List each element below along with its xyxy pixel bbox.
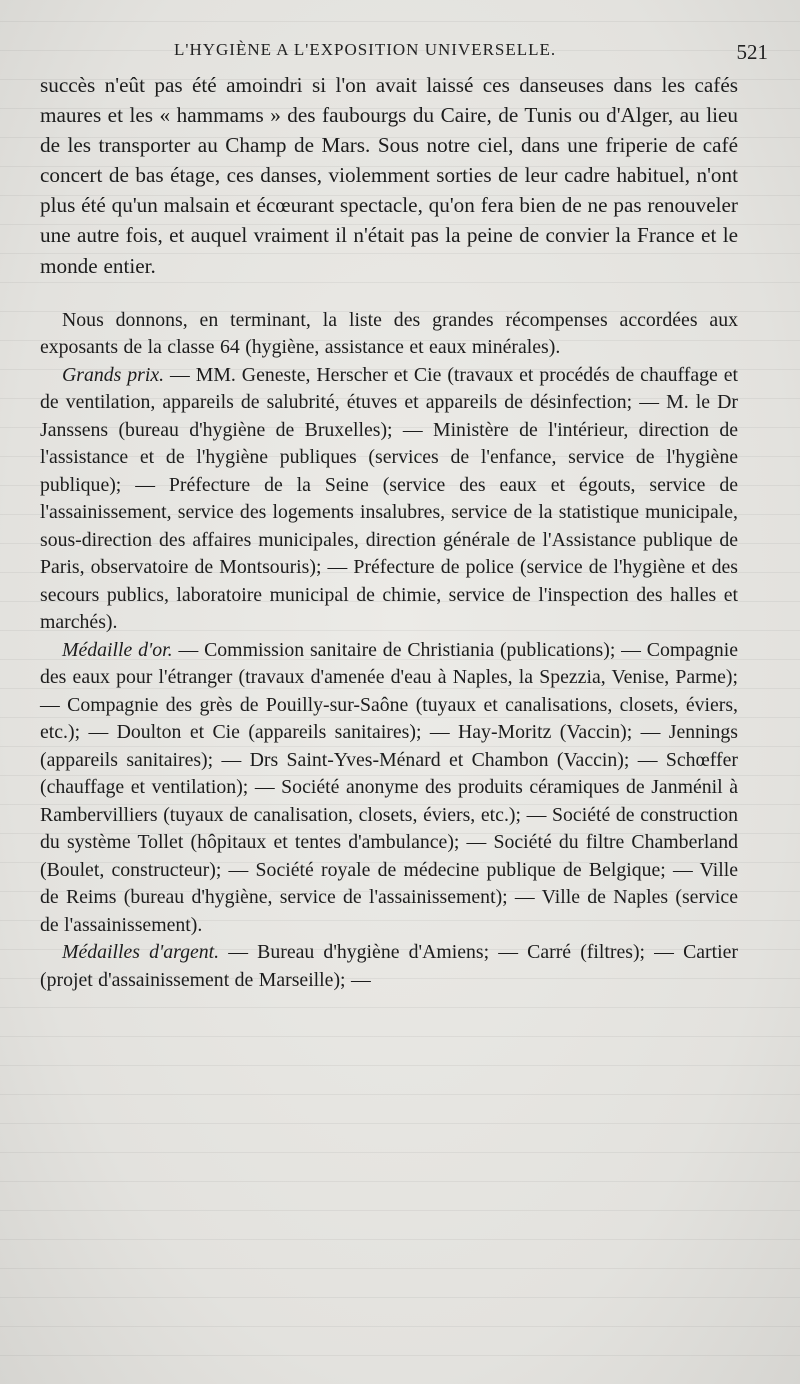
grands-prix-label: Grands prix. <box>62 363 165 386</box>
medailles-argent-label: Médailles d'argent. <box>62 941 220 964</box>
medailles-argent-paragraph <box>40 939 738 994</box>
page-number: 521 <box>736 40 768 64</box>
body-text <box>40 70 738 281</box>
medailles-argent-list: — Bureau d'hygiène d'Amiens; — Carré (filtres); — Cartier (projet d'assainissement de Marseille); — <box>40 941 738 991</box>
grands-prix-list: — MM. Geneste, Herscher et Cie (travaux et procédés de chauffage et de ventilation, appareils de salubrité, étuves et appareils de désinfection; — M. le Dr Janssens (bureau d'hygiène de Bruxelles); — Ministère de l'intérieur, direction de l'assistance et de l'hygiène publiques (services de l'enfance, service de l'hygiène publique); — Préfecture de la Seine (service des eaux et égouts, service de l'assainissement, service des logements insalubres, service de la statistique municipale, sous-direction des affaires municipales, direction générale de l'Assistance publique de Paris, observatoire de Montsouris); — Préfecture de police (service de l'hygiène et des secours publics, laboratoire municipal de chimie, service de l'inspection des halles et marchés). <box>40 363 739 634</box>
intro-paragraph: succès n'eût pas été amoindri si l'on avait laissé ces danseuses dans les cafés maures et les « hammams » des faubourgs du Caire, de Tunis ou d'Alger, au lieu de les transporter au Champ de Mars. Sous notre ciel, dans une friperie de café concert de bas étage, ces danses, violemment sorties de leur cadre habituel, n'ont plus été qu'un malsain et écœurant spectacle, qu'on fera bien de ne pas renouveler une autre fois, et auquel vraiment il n'était pas la peine de convier la France et le monde entier. <box>40 73 738 278</box>
awards-section <box>40 307 738 995</box>
grands-prix-paragraph <box>40 362 738 637</box>
medaille-or-label: Médaille d'or. <box>62 638 173 661</box>
medaille-or-paragraph <box>40 637 738 940</box>
running-title: L'HYGIÈNE A L'EXPOSITION UNIVERSELLE. <box>174 40 557 59</box>
running-header <box>40 0 768 70</box>
awards-intro-paragraph: Nous donnons, en terminant, la liste des grandes récompenses accordées aux exposants de la classe 64 (hygiène, assistance et eaux minérales). <box>40 308 738 359</box>
medaille-or-list: — Commission sanitaire de Christiania (publications); — Compagnie des eaux pour l'étranger (travaux d'amenée d'eau à Naples, la Spezzia, Venise, Parme); — Compagnie des grès de Pouilly-sur-Saône (tuyaux et canalisations, closets, éviers, etc.); — Doulton et Cie (appareils sanitaires); — Hay-Moritz (Vaccin); — Jennings (appareils sanitaires); — Drs Saint-Yves-Ménard et Chambon (Vaccin); — Schœffer (chauffage et ventilation); — Société anonyme des produits céramiques de Janménil à Rambervilliers (tuyaux de canalisation, closets, éviers, etc.); — Société de construction du système Tollet (hôpitaux et tentes d'ambulance); — Société du filtre Chamberland (Boulet, constructeur); — Société royale de médecine publique de Belgique; — Ville de Reims (bureau d'hygiène, service de l'assainissement); — Ville de Naples (service de l'assainissement). <box>40 638 738 936</box>
